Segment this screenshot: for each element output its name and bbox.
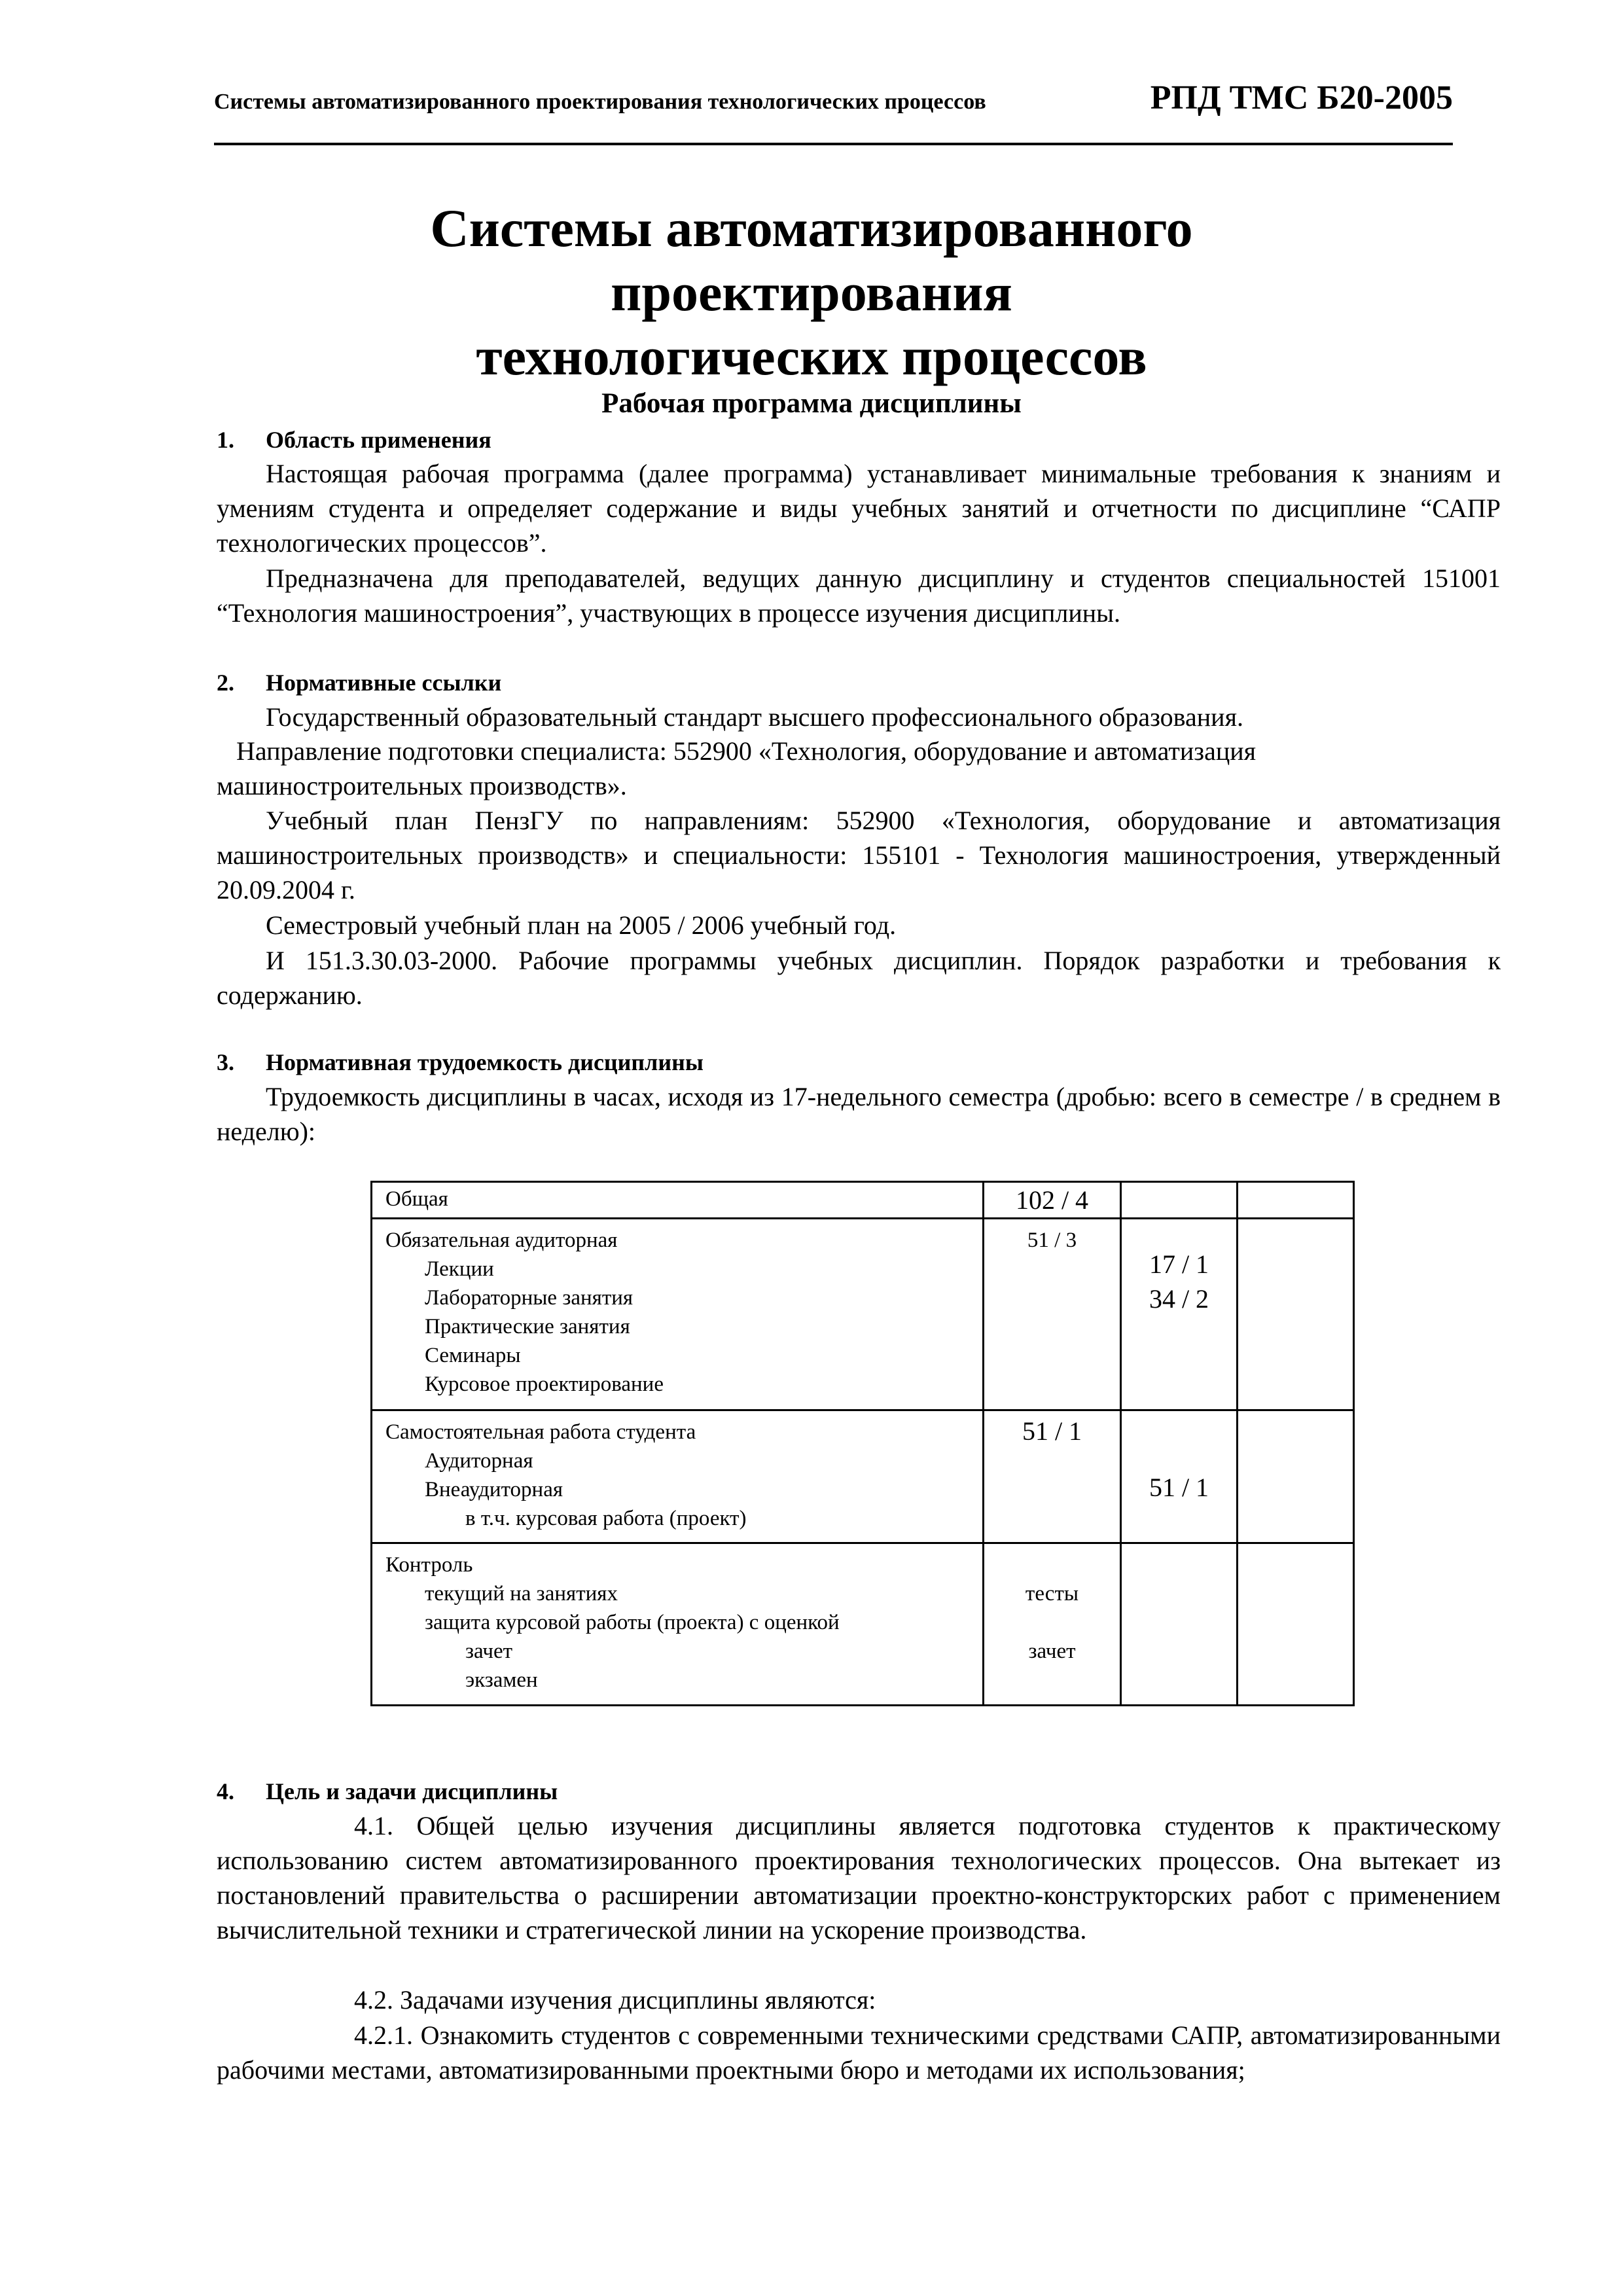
workload-table — [370, 1181, 1355, 1706]
row-item: Семинары — [425, 1344, 521, 1367]
section-number: 2. — [217, 670, 234, 696]
row-item: Лабораторные занятия — [425, 1286, 633, 1310]
table-cell — [1121, 1410, 1238, 1543]
title-line: Системы автоматизированного — [430, 198, 1193, 258]
section-1-heading — [217, 423, 491, 457]
table-cell — [1238, 1219, 1354, 1410]
paragraph: Учебный план ПензГУ по направлениям: 552900 «Технология, оборудование и автоматизация машиностроительных производств» и специальности: 155101 - Технология машиностроения, утвержденный 20.09.2004 г. — [217, 806, 1501, 905]
row-item: Курсовое проектирование — [425, 1372, 664, 1396]
cell-value: тесты — [1025, 1582, 1079, 1605]
table-cell — [1238, 1410, 1354, 1543]
table-cell — [372, 1543, 984, 1706]
paragraph: Предназначена для преподавателей, ведущих данную дисциплину и студентов специальностей 151001 “Технология машиностроения”, участвующих в процессе изучения дисциплины. — [217, 564, 1501, 628]
row-item: текущий на занятиях — [425, 1582, 618, 1605]
table-cell — [984, 1182, 1121, 1219]
paragraph: 4.2. Задачами изучения дисциплины являются: — [354, 1985, 876, 2015]
section-number: 3. — [217, 1049, 234, 1075]
section-title: Нормативная трудоемкость дисциплины — [266, 1049, 704, 1075]
table-cell — [1121, 1182, 1238, 1219]
header-title: Системы автоматизированного проектирования технологических процессов — [214, 90, 986, 114]
table-cell — [1121, 1543, 1238, 1706]
paragraph: Трудоемкость дисциплины в часах, исходя из 17-недельного семестра (дробью: всего в семестре / в среднем в неделю): — [217, 1082, 1501, 1146]
table-cell — [372, 1219, 984, 1410]
section-2-heading — [217, 666, 501, 700]
cell-value: 51 / 1 — [1022, 1416, 1082, 1446]
document-subtitle: Рабочая программа дисциплины — [601, 388, 1022, 419]
section-3-heading — [217, 1045, 704, 1080]
row-label: Контроль — [385, 1553, 473, 1577]
paragraph: Государственный образовательный стандарт высшего профессионального образования. — [266, 702, 1243, 732]
row-item: защита курсовой работы (проекта) с оценкой — [425, 1611, 840, 1634]
cell-value: 102 / 4 — [1015, 1185, 1089, 1215]
section-title: Нормативные ссылки — [266, 670, 502, 696]
table-cell — [1238, 1543, 1354, 1706]
row-item: экзамен — [465, 1668, 538, 1692]
table-cell — [1121, 1219, 1238, 1410]
paragraph: 4.1. Общей целью изучения дисциплины является подготовка студентов к практическому использованию систем автоматизированного проектирования технологических процессов. Она вытекает из постановлений правительства о расширении автоматизации проектно-конструкторских работ с применением вычислительной техники и стратегической линии на ускорение производства. — [217, 1811, 1501, 1945]
cell-value: зачет — [1028, 1640, 1076, 1663]
document-title — [0, 196, 1623, 389]
row-label: Обязательная аудиторная — [385, 1229, 618, 1252]
section-title: Цель и задачи дисциплины — [266, 1778, 558, 1804]
paragraph: Направление подготовки специалиста: 552900 «Технология, оборудование и автоматизация машиностроительных производств». — [217, 736, 1257, 800]
table-cell — [984, 1410, 1121, 1543]
section-number: 1. — [217, 427, 234, 453]
title-line: технологических процессов — [476, 327, 1147, 386]
title-line: проектирования — [611, 262, 1012, 322]
cell-value: 51 / 3 — [1027, 1229, 1077, 1252]
table-row — [372, 1543, 1354, 1706]
table-row — [372, 1182, 1354, 1219]
row-label: Самостоятельная работа студента — [385, 1420, 696, 1444]
paragraph: Настоящая рабочая программа (далее программа) устанавливает минимальные требования к знаниям и умениям студента и определяет содержание и виды учебных занятий и отчетности по дисциплине “САПР технологических процессов”. — [217, 459, 1501, 558]
running-header — [214, 79, 1453, 117]
table-cell — [1238, 1182, 1354, 1219]
document-code: РПД ТМС Б20-2005 — [1150, 79, 1453, 117]
paragraph: 4.2.1. Ознакомить студентов с современными техническими средствами САПР, автоматизированными рабочими местами, автоматизированными проектными бюро и методами их использования; — [217, 2020, 1501, 2085]
table-row — [372, 1219, 1354, 1410]
row-item: Практические занятия — [425, 1315, 630, 1338]
row-label: Общая — [385, 1187, 448, 1211]
table-row — [372, 1410, 1354, 1543]
table-cell — [984, 1543, 1121, 1706]
row-item: Внеаудиторная — [425, 1478, 563, 1501]
table-cell — [984, 1219, 1121, 1410]
section-4-heading — [217, 1774, 558, 1809]
table-cell — [372, 1182, 984, 1219]
row-item: Аудиторная — [425, 1449, 533, 1473]
header-divider — [214, 143, 1453, 145]
section-number: 4. — [217, 1778, 234, 1804]
table-cell — [372, 1410, 984, 1543]
cell-value: 51 / 1 — [1149, 1473, 1209, 1502]
row-item: зачет — [465, 1640, 513, 1663]
section-title: Область применения — [266, 427, 491, 453]
paragraph: Семестровый учебный план на 2005 / 2006 учебный год. — [266, 910, 897, 940]
row-item: в т.ч. курсовая работа (проект) — [465, 1507, 747, 1530]
labs-value: 34 / 2 — [1149, 1284, 1209, 1314]
row-item: Лекции — [425, 1257, 494, 1281]
lectures-value: 17 / 1 — [1149, 1249, 1209, 1279]
paragraph: И 151.3.30.03-2000. Рабочие программы учебных дисциплин. Порядок разработки и требования к содержанию. — [217, 946, 1501, 1010]
